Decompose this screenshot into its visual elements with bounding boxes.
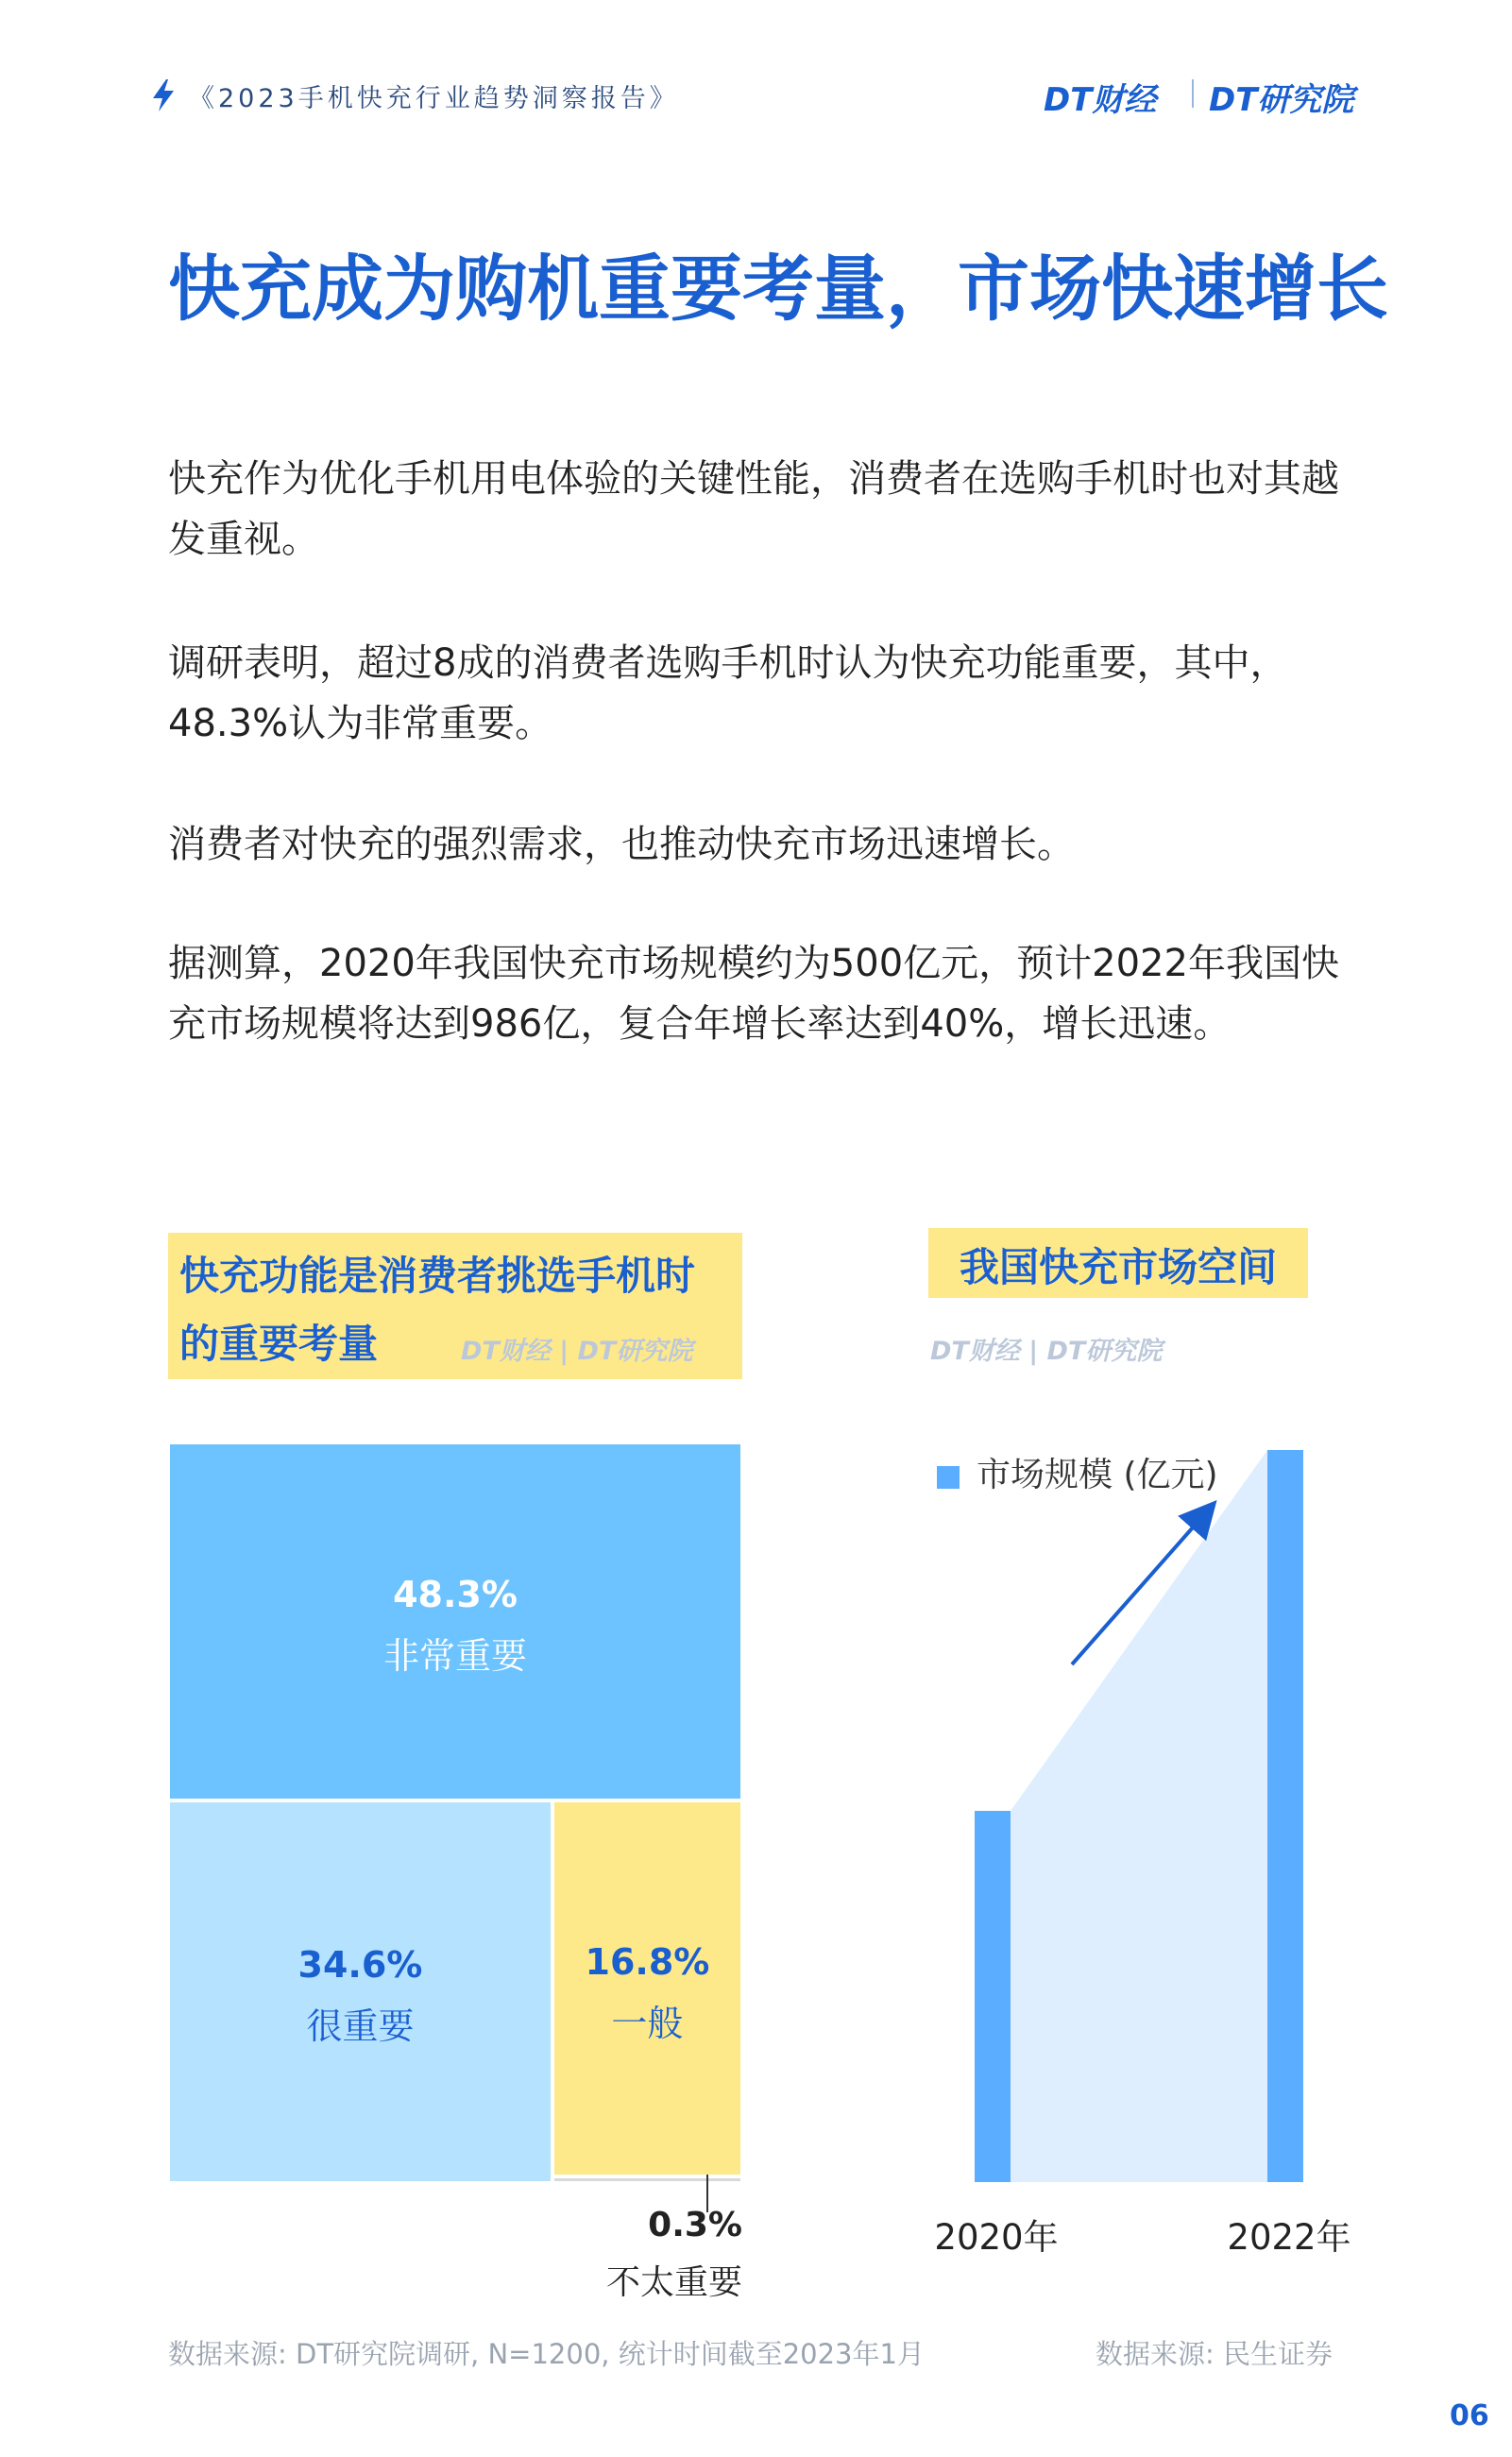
- source-right: 数据来源: 民生证券: [1096, 2338, 1333, 2370]
- page-title: 快充成为购机重要考量，市场快速增长: [168, 247, 1388, 331]
- importance-treemap: [168, 1442, 742, 2183]
- paragraph-2: 调研表明，超过8成的消费者选购手机时认为快充功能重要，其中，48.3%认为非常重要。: [168, 641, 1288, 745]
- treemap-cell-neutral: [552, 1800, 742, 2176]
- label-not-important: 不太重要: [605, 2263, 742, 2302]
- legend-label: 市场规模 (亿元): [977, 1456, 1218, 1494]
- paragraph-3: 消费者对快充的强烈需求，也推动快充市场迅速增长。: [168, 823, 1075, 866]
- treemap-cell-very-important: [168, 1442, 742, 1800]
- lightning-icon: [151, 79, 176, 111]
- source-left: 数据来源: DT研究院调研, N=1200, 统计时间截至2023年1月: [168, 2338, 925, 2370]
- right-chart-heading: 我国快充市场空间: [959, 1244, 1277, 1290]
- legend-swatch: [937, 1466, 960, 1489]
- brand-dt-research: DT研究院: [1209, 81, 1354, 119]
- left-chart-heading-line2: 的重要考量: [179, 1321, 379, 1367]
- treemap-label-very-important: 非常重要: [382, 1635, 527, 1678]
- left-chart-heading-line1: 快充功能是消费者挑选手机时: [179, 1253, 696, 1299]
- treemap-label-neutral: 一般: [611, 2002, 684, 2044]
- label-value-not-important: 0.3%: [648, 2206, 742, 2244]
- x-label-2022: 2022年: [1227, 2217, 1351, 2258]
- treemap-value-neutral: 16.8%: [585, 1940, 710, 1983]
- growth-area: [1011, 1450, 1267, 2182]
- page-number: 06: [1450, 2399, 1489, 2432]
- bar-2020: [975, 1811, 1011, 2182]
- paragraph-1: 快充作为优化手机用电体验的关键性能，消费者在选购手机时也对其越发重视。: [168, 457, 1339, 561]
- bar-2022: [1267, 1450, 1303, 2182]
- treemap-value-very-important: 48.3%: [393, 1574, 518, 1616]
- treemap-label-important: 很重要: [306, 2005, 415, 2048]
- paragraph-4: 据测算，2020年我国快充市场规模约为500亿元，预计2022年我国快充市场规模将达到986亿，复合年增长率达到40%，增长迅速。: [168, 942, 1339, 1046]
- treemap-cell-not-important: [552, 2176, 742, 2183]
- treemap-cell-important: [168, 1800, 552, 2183]
- brand-dt-caijing: DT财经: [1044, 81, 1157, 119]
- market-size-chart: [907, 1417, 1379, 2248]
- left-chart-watermark: DT财经 | DT研究院: [461, 1337, 693, 1366]
- brand-divider: [1192, 79, 1194, 108]
- right-chart-watermark: DT财经 | DT研究院: [930, 1337, 1163, 1366]
- report-title: 《2023手机快充行业趋势洞察报告》: [189, 84, 679, 113]
- treemap-value-important: 34.6%: [297, 1944, 423, 1987]
- x-label-2020: 2020年: [934, 2217, 1059, 2258]
